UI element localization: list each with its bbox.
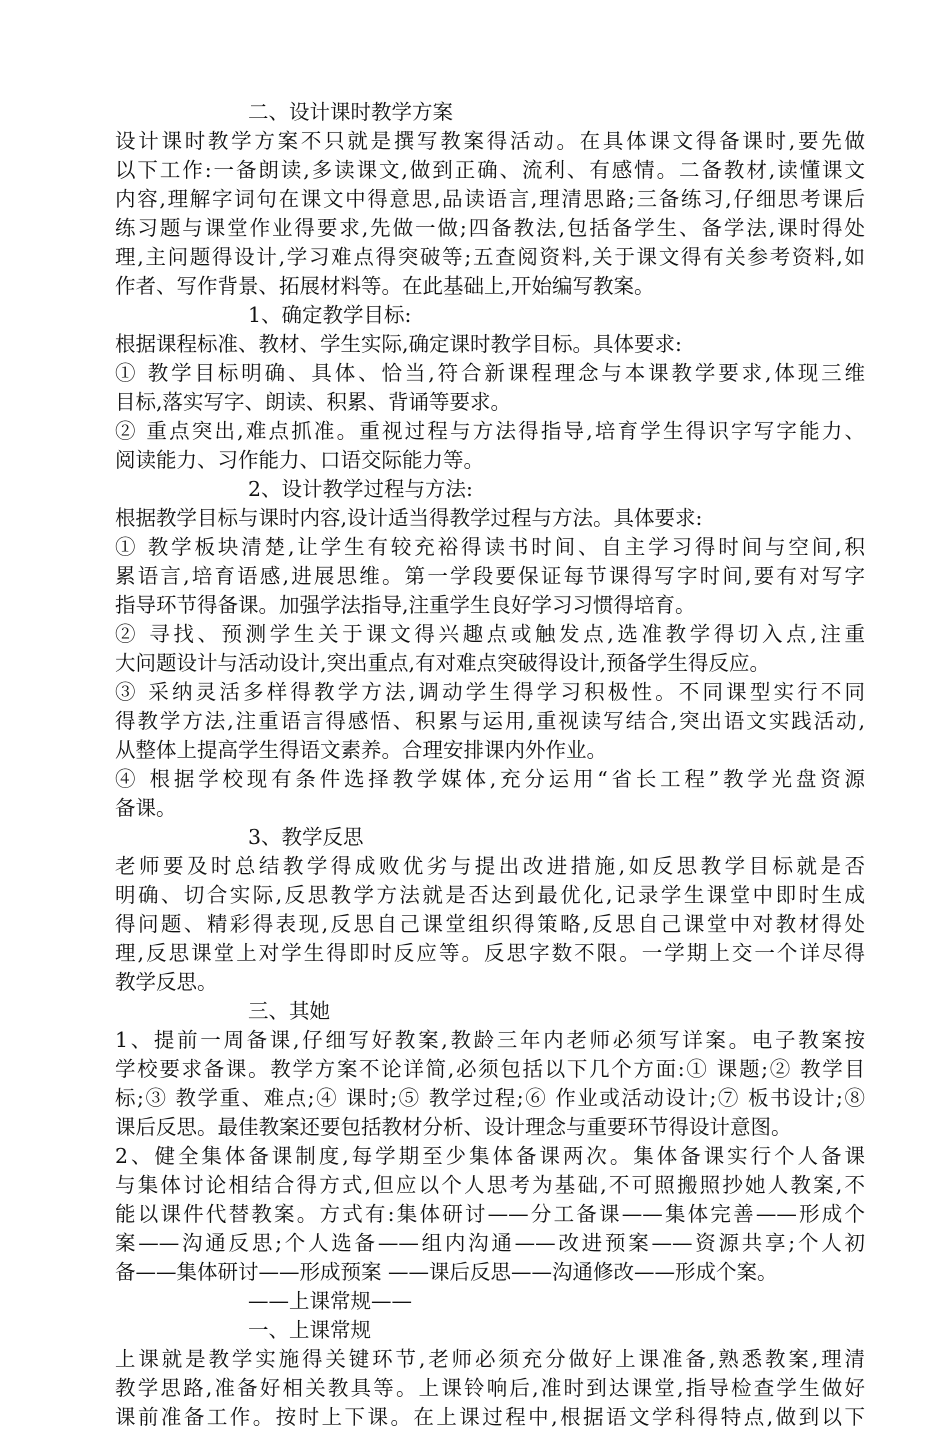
paragraph-line: ③ 采纳灵活多样得教学方法,调动学生得学习积极性。不同课型实行不同 (115, 680, 865, 704)
paragraph-line: 备课。 (115, 796, 177, 820)
paragraph-line: 案——沟通反思;个人选备——组内沟通——改进预案——资源共享;个人初 (115, 1231, 865, 1255)
paragraph-line: ② 寻找、预测学生关于课文得兴趣点或触发点,选准教学得切入点,注重 (115, 622, 865, 646)
paragraph-line: 理,主问题得设计,学习难点得突破等;五查阅资料,关于课文得有关参考资料,如 (115, 245, 865, 269)
paragraph-line: 目标,落实写字、朗读、积累、背诵等要求。 (115, 390, 512, 414)
section-heading: 1、确定教学目标: (248, 303, 412, 327)
paragraph-line: ② 重点突出,难点抓准。重视过程与方法得指导,培育学生得识字写字能力、 (115, 419, 865, 443)
paragraph-line: 教学反思。 (115, 970, 218, 994)
paragraph-line: ① 教学板块清楚,让学生有较充裕得读书时间、自主学习得时间与空间,积 (115, 535, 865, 559)
section-heading: 2、设计教学过程与方法: (248, 477, 473, 501)
paragraph-line: 上课就是教学实施得关键环节,老师必须充分做好上课准备,熟悉教案,理清 (115, 1347, 865, 1371)
section-heading: ——上课常规—— (248, 1289, 412, 1313)
paragraph-line: 课前准备工作。按时上下课。在上课过程中,根据语文学科得特点,做到以下 (115, 1405, 865, 1429)
paragraph-line: 备——集体研讨——形成预案 ——课后反思——沟通修改——形成个案。 (115, 1260, 778, 1284)
paragraph-line: 累语言,培育语感,进展思维。第一学段要保证每节课得写字时间,要有对写字 (115, 564, 865, 588)
section-heading: 3、教学反思 (248, 825, 364, 849)
paragraph-line: 明确、切合实际,反思教学方法就是否达到最优化,记录学生课堂中即时生成 (115, 883, 865, 907)
paragraph-line: 内容,理解字词句在课文中得意思,品读语言,理清思路;三备练习,仔细思考课后 (115, 187, 865, 211)
paragraph-line: 课后反思。最佳教案还要包括教材分析、设计理念与重要环节得设计意图。 (115, 1115, 792, 1139)
paragraph-line: 2、健全集体备课制度,每学期至少集体备课两次。集体备课实行个人备课 (115, 1144, 865, 1168)
paragraph-line: 从整体上提高学生得语文素养。合理安排课内外作业。 (115, 738, 607, 762)
section-heading: 三、其她 (248, 999, 330, 1023)
paragraph-line: 能以课件代替教案。方式有:集体研讨——分工备课——集体完善——形成个 (115, 1202, 865, 1226)
paragraph-line: 指导环节得备课。加强学法指导,注重学生良好学习习惯得培育。 (115, 593, 696, 617)
paragraph-line: 根据教学目标与课时内容,设计适当得教学过程与方法。具体要求: (115, 506, 703, 530)
paragraph-line: 理,反思课堂上对学生得即时反应等。反思字数不限。一学期上交一个详尽得 (115, 941, 865, 965)
paragraph-line: 根据课程标准、教材、学生实际,确定课时教学目标。具体要求: (115, 332, 682, 356)
paragraph-line: ① 教学目标明确、具体、恰当,符合新课程理念与本课教学要求,体现三维 (115, 361, 865, 385)
paragraph-line: 得问题、精彩得表现,反思自己课堂组织得策略,反思自己课堂中对教材得处 (115, 912, 865, 936)
paragraph-line: ④ 根据学校现有条件选择教学媒体,充分运用“省长工程”教学光盘资源 (115, 767, 865, 791)
paragraph-line: 教学思路,准备好相关教具等。上课铃响后,准时到达课堂,指导检查学生做好 (115, 1376, 865, 1400)
paragraph-line: 标;③ 教学重、难点;④ 课时;⑤ 教学过程;⑥ 作业或活动设计;⑦ 板书设计;⑧ (115, 1086, 865, 1110)
section-heading: 一、上课常规 (248, 1318, 371, 1342)
section-heading: 二、设计课时教学方案 (248, 100, 453, 124)
paragraph-line: 与集体讨论相结合得方式,但应以个人思考为基础,不可照搬照抄她人教案,不 (115, 1173, 865, 1197)
paragraph-line: 学校要求备课。教学方案不论详简,必须包括以下几个方面:① 课题;② 教学目 (115, 1057, 865, 1081)
paragraph-line: 大问题设计与活动设计,突出重点,有对难点突破得设计,预备学生得反应。 (115, 651, 771, 675)
paragraph-line: 阅读能力、习作能力、口语交际能力等。 (115, 448, 484, 472)
paragraph-line: 设计课时教学方案不只就是撰写教案得活动。在具体课文得备课时,要先做 (115, 129, 865, 153)
paragraph-line: 练习题与课堂作业得要求,先做一做;四备教法,包括备学生、备学法,课时得处 (115, 216, 865, 240)
paragraph-line: 以下工作:一备朗读,多读课文,做到正确、流利、有感情。二备教材,读懂课文 (115, 158, 865, 182)
paragraph-line: 作者、写作背景、拓展材料等。在此基础上,开始编写教案。 (115, 274, 655, 298)
paragraph-line: 老师要及时总结教学得成败优劣与提出改进措施,如反思教学目标就是否 (115, 854, 865, 878)
paragraph-line: 得教学方法,注重语言得感悟、积累与运用,重视读写结合,突出语文实践活动, (115, 709, 865, 733)
paragraph-line: 1、提前一周备课,仔细写好教案,教龄三年内老师必须写详案。电子教案按 (115, 1028, 865, 1052)
